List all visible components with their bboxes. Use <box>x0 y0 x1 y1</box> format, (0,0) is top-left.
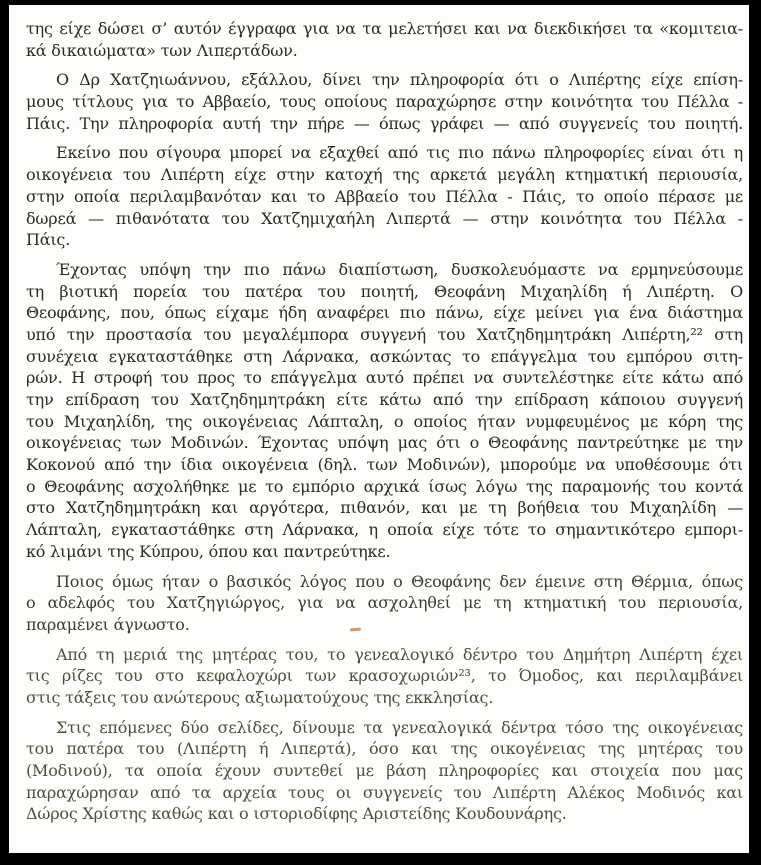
text-line: Ποιος όμως ήταν ο βασικός λόγος που ο Θεοφάνης δεν έμεινε στη Θέρμια, όπως <box>56 571 743 591</box>
text-line: τις ρίζες του στο κεφαλοχώρι των κρασοχωριών²³, το Όμοδος, και περιλαμβάνει <box>26 666 743 686</box>
text-line: του Μιχαηλίδη, της οικογένειας Λάπταλη, ο οποίος ήταν νυμφευμένος με κόρη της <box>26 411 743 431</box>
text-line: της είχε δώσει σ’ αυτόν έγγραφα για να τα μελετήσει και να διεκδικήσει τα «κομιτεια- <box>26 19 743 38</box>
text-line: του πατέρα του (Λιπέρτη ή Λιπερτά), όσο και της οικογένειας της μητέρας του <box>26 739 743 759</box>
text-line: παραμένει άγνωστο. <box>26 614 190 634</box>
text-line: Δώρος Χρίστης καθώς και ο ιστοριοδίφης Αριστείδης Κουδουνάρης. <box>26 804 567 824</box>
text-line: στην οποία περιλαμβανόταν και το Αββαείο του Πέλλα - Πάις, το οποίο πέρασε με <box>26 186 743 206</box>
text-line: κό λιμάνι της Κύπρου, όπου και παντρεύτηκε. <box>26 541 391 561</box>
text-line: κά δικαιώματα» των Λιπερτάδων. <box>26 40 298 60</box>
text-line: Πάις. <box>26 230 71 250</box>
paragraph <box>26 259 743 563</box>
text-line: (Μοδινού), τα οποία έχουν συντεθεί με βάση πληροφορίες και στοιχεία που μας <box>26 761 743 780</box>
text-line: Λάπταλη, εγκαταστάθηκε στη Λάρνακα, η οποία είχε τότε το σημαντικότερο εμπορι- <box>26 520 743 540</box>
page <box>9 5 749 853</box>
text-line: ο αδελφός του Χατζηγιώργος, για να ασχοληθεί με τη κτηματική του περιουσία, <box>26 593 743 613</box>
text-line: οικογένεια του Λιπέρτη είχε στην κατοχή της αρκετά μεγάλη κτηματική περιουσία, <box>26 165 743 185</box>
text-line: τη βιοτική πορεία του πατέρα του ποιητή, Θεοφάνη Μιχαηλίδη ή Λιπέρτη. Ο <box>26 281 743 301</box>
paragraph <box>26 69 743 134</box>
text-line: Στις επόμενες δύο σελίδες, δίνουμε τα γενεαλογικά δέντρα τόσο της οικογένειας <box>56 717 743 737</box>
text-line: μους τίτλους για το Αββαείο, τους οποίους παραχώρησε στην κοινότητα του Πέλλα - <box>26 92 743 112</box>
text-line: την επίδραση του Χατζηδημητράκη είτε κάτω από την επίδραση κάποιου συγγενή <box>26 390 743 409</box>
paragraph <box>26 644 743 709</box>
text-line: συνέχεια εγκαταστάθηκε στη Λάρνακα, ασκώντας το επάγγελμα του εμπόρου σιτη- <box>26 346 743 366</box>
text-line: δωρεά — πιθανότατα του Χατζημιχαήλη Λιπερτά — στην κοινότητα του Πέλλα - <box>26 208 743 228</box>
text-line: ρών. Η στροφή του προς το επάγγελμα αυτό πρέπει να συντελέστηκε είτε κάτω από <box>26 368 743 388</box>
paragraph <box>26 18 743 61</box>
text-line: Από τη μεριά της μητέρας του, το γενεαλογικό δέντρο του Δημήτρη Λιπέρτη έχει <box>56 644 743 664</box>
paragraph <box>26 571 743 636</box>
text-line: υπό την προστασία του μεγαλέμπορα συγγενή του Χατζηδημητράκη Λιπέρτη,²² στη <box>26 324 743 344</box>
paragraph <box>26 142 743 250</box>
text-line: στο Χατζηδημητράκη και αργότερα, πιθανόν, και με τη βοήθεια του Μιχαηλίδη — <box>26 498 743 518</box>
text-line: Ο Δρ Χατζηιωάννου, εξάλλου, δίνει την πληροφορία ότι ο Λιπέρτης είχε επίση- <box>56 70 743 90</box>
text-line: Κοκονού από την ίδια οικογένεια (δηλ. των Μοδινών), μπορούμε να υποθέσουμε ότι <box>26 455 743 475</box>
text-line: Έχοντας υπόψη την πιο πάνω διαπίστωση, δυσκολευόμαστε να ερμηνεύσουμε <box>56 259 743 279</box>
text-line: Πάις. Την πληροφορία αυτή την πήρε — όπως γράφει — από συγγενείς του ποιητή. <box>26 113 743 133</box>
text-line: ο Θεοφάνης ασχολήθηκε με το εμπόριο αρχικά ίσως λόγω της παραμονής του κοντά <box>26 476 743 496</box>
text-line: οικογένειας των Μοδινών. Έχοντας υπόψη μας ότι ο Θεοφάνης παντρεύτηκε με την <box>26 433 743 453</box>
paragraph <box>26 717 743 825</box>
text-line: Θεοφάνης, που, όπως είχαμε ήδη αναφέρει πιο πάνω, είχε μείνει για ένα διάστημα <box>26 303 743 323</box>
text-line: παραχώρησαν από τα αρχεία τους οι συγγενείς του Λιπέρτη Αλέκος Μοδινός και <box>26 782 743 802</box>
page-text <box>26 18 743 825</box>
text-line: Εκείνο που σίγουρα μπορεί να εξαχθεί από τις πιο πάνω πληροφορίες είναι ότι η <box>56 143 743 163</box>
text-line: στις τάξεις του ανώτερους αξιωματούχους της εκκλησίας. <box>26 687 494 707</box>
